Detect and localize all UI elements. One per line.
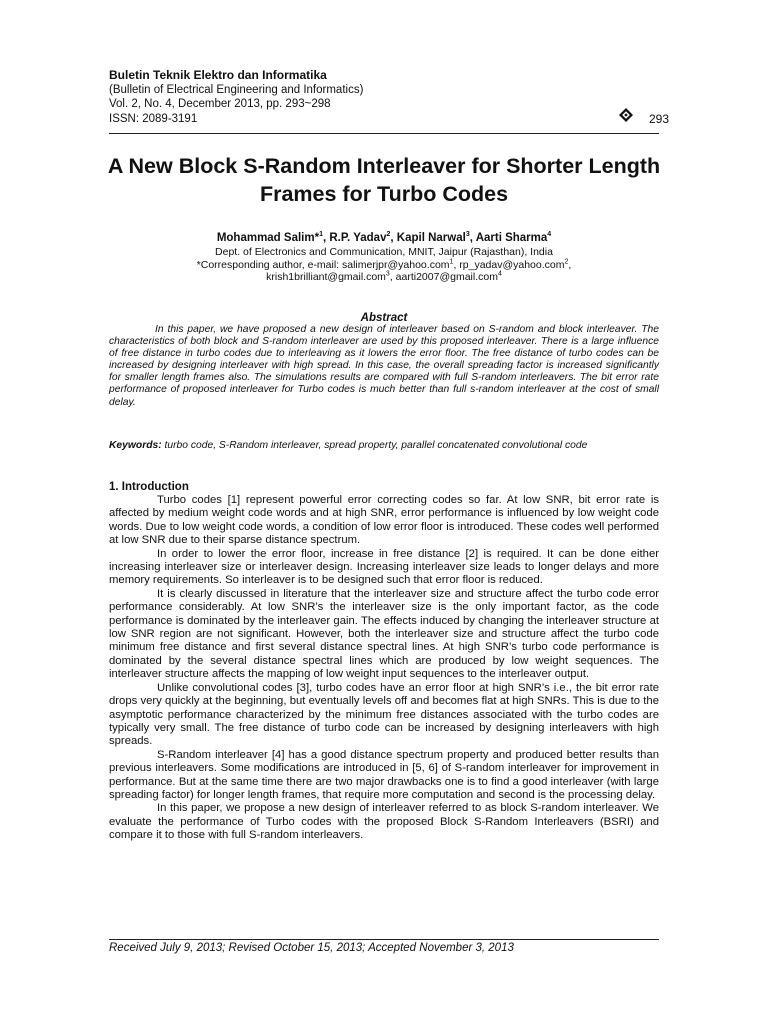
corresponding-line: *Corresponding author, e-mail: salimerjpr@yahoo.com$^1$, rp_yadav@yahoo.com$^2$, [196,258,572,271]
affiliation-dept: Dept. of Electronics and Communication, MNIT, Jaipur (Rajasthan), India [215,246,553,258]
author-name: Aarti Sharma [475,232,548,244]
affiliation-block [84,246,684,284]
keywords-text: turbo code, S-Random interleaver, spread property, parallel concatenated convolutional code [164,440,588,451]
author-name: Kapil Narwal [396,232,466,244]
page-number: 293 [648,111,669,126]
header-rule [109,133,659,134]
keywords-label: Keywords: [109,440,162,451]
received-dates: Received July 9, 2013; Revised October 15, 2013; Accepted November 3, 2013 [109,942,514,954]
footer-rule [109,939,659,940]
email-2: , rp_yadav@yahoo.com [453,258,565,271]
paper-title: A New Block S-Random Interleaver for Shorter Length Frames for Turbo Codes [107,154,661,206]
email-line-2 [84,271,684,284]
email-sup: 4 [497,270,502,278]
paragraph: It is clearly discussed in literature that the interleaver size and structure affect the turbo code error performance considerably. At low SNR’s the interleaver size is the only important factor, as the code performance is dominated by the interleaver gain. The effects induced by changing the interleaver structure at low SNR region are not significant. However, both the interleaver size and structure affect the turbo code minimum free distance and first several distance spectral lines. At high SNR’s turbo code performance is dominated by the several distance spectral lines which are produced by low weight sequences. The interleaver structure affects the mapping of low weight input sequences to the interleaver output. [109,587,659,681]
volume-info: Vol. 2, No. 4, December 2013, pp. 293~298 [109,98,331,110]
diamond-ornament-icon [619,108,633,122]
author-sup: 1 [319,231,323,239]
journal-header [109,68,669,126]
keywords [109,440,669,451]
email-1: *Corresponding author, e-mail: salimerjpr@yahoo.com [196,258,450,271]
author-name: R.P. Yadav [329,232,387,244]
paragraph: In this paper, we propose a new design of interleaver referred to as block S-random interleaver. We evaluate the performance of Turbo codes with the proposed Block S-Random Interleavers (BSRI) and compare it to those with full S-random interleavers. [109,802,659,842]
author-list: Mohammad Salim*$^1$, R.P. Yadav$^2$, Kapil Narwal$^3$, Aarti Sharma$^4$ [216,231,552,244]
author-sup: 4 [547,231,552,239]
section-body [109,494,659,843]
email-sup: 3 [385,270,390,278]
author-sup: 2 [386,231,391,239]
author-sup: 3 [465,231,470,239]
issn: ISSN: 2089-3191 [109,112,198,125]
journal-translation: (Bulletin of Electrical Engineering and Informatics) [109,83,364,96]
abstract-heading: Abstract [360,312,408,324]
author-name: Mohammad Salim* [216,232,320,244]
email-3: krish1brilliant@gmail.com [266,271,386,283]
email-4: , aarti2007@gmail.com [389,271,498,283]
section-heading: 1. Introduction [109,481,189,493]
journal-name: Buletin Teknik Elektro dan Informatika [109,68,327,82]
paragraph: Unlike convolutional codes [3], turbo codes have an error floor at high SNR’s i.e., the bit error rate drops very quickly at the beginning, but eventually levels off and becomes flat at high SNRs. This is due to the asymptotic performance characterized by the minimum free distances associated with the turbo codes are typically very small. The free distance of turbo code can be increased by designing interleavers with high spreads. [109,681,659,748]
issn-row [109,112,669,127]
paragraph: Turbo codes [1] represent powerful error correcting codes so far. At low SNR, bit error rate is affected by medium weight code words and at high SNR, error performance is influenced by low weight code words. Due to low weight code words, a condition of low error floor is introduced. These codes well performed at low SNR due to their sparse distance spectrum. [109,494,659,547]
paragraph: S-Random interleaver [4] has a good distance spectrum property and produced better results than previous interleavers. Some modifications are introduced in [5, 6] of S-random interleaver for improvement in performance. But at the same time there are two major drawbacks one is to find a good interleaver (with large spreading factor) for longer length frames, that require more computation and second is the processing delay. [109,748,659,801]
abstract-text: In this paper, we have proposed a new design of interleaver based on S-random and block interleaver. The characteristics of both block and S-random interleaver are used by this proposed interleaver. There is a large influence of free distance in turbo codes due to interleaving as it lowers the error floor. The free distance of turbo codes can be increased by designing interleaver with high spread. In this case, the overall spreading factor is increased significantly for smaller length frames also. The simulations results are compared with full S-random interleavers. The bit error rate performance of proposed interleaver for Turbo codes is much better than full s-random interleaver at the cost of small delay. [109,324,659,408]
email-sup: 1 [449,258,454,265]
email-sup: 2 [564,258,569,265]
paragraph: In order to lower the error floor, increase in free distance [2] is required. It can be done either increasing interleaver size or interleaver design. Increasing interleaver size leads to longer delays and more memory requirements. So interleaver is to be designed such that error floor is reduced. [109,547,659,587]
